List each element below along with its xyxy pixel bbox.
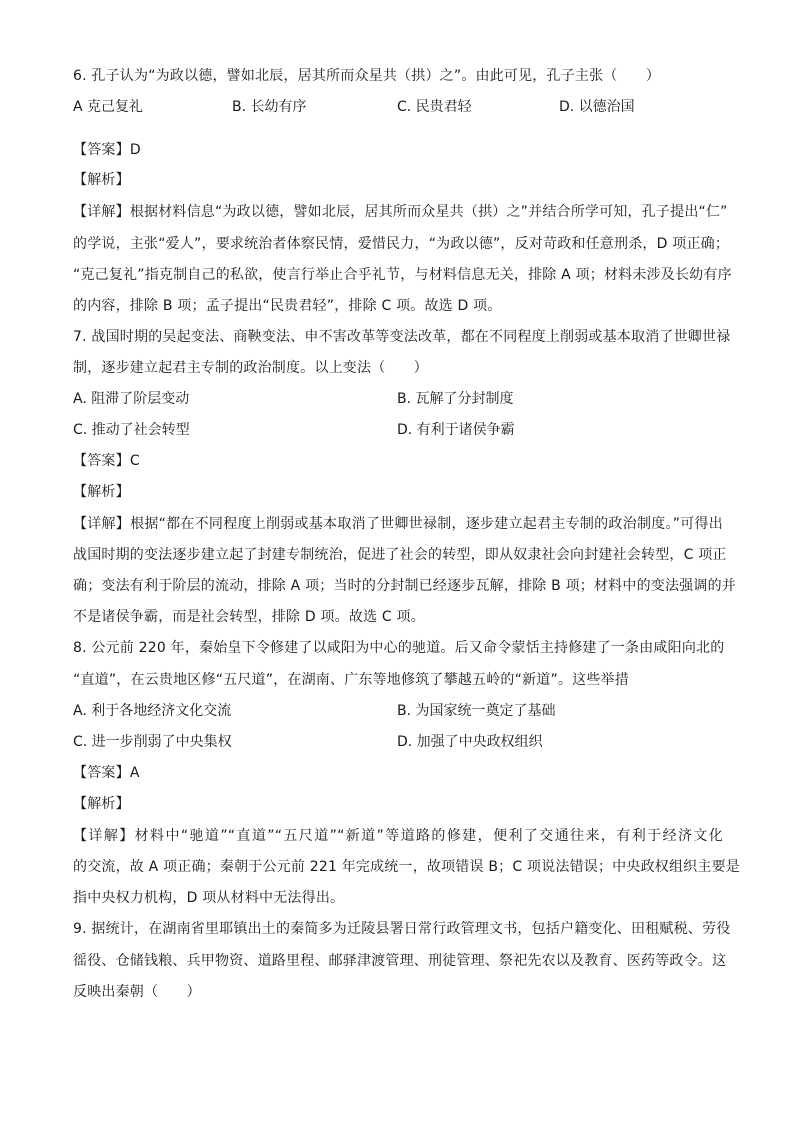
answer-value: C [129,453,140,469]
q8-detail-line-1 [73,826,723,846]
q8-option-d: D. 加强了中央政权组织 [397,734,543,750]
q6-analysis-tag: 【解析】 [73,172,130,188]
detail-text: 材料中“驰道”“直道”“五尺道”“新道”等道路的修建，便利了交通往来，有利于经济文化 [134,828,723,844]
q7-option-d: D. 有利于诸侯争霸 [397,422,515,438]
q7-answer [73,451,140,471]
q8-option-c: C. 进一步削弱了中央集权 [73,734,232,750]
q8-detail-line-2: 的交流，故 A 项正确；秦朝于公元前 221 年完成统一，故项错误 B；C 项说法错误；中央政权组织主要是 [73,859,740,875]
q9-stem-line-1: 9. 据统计，在湖南省里耶镇出土的秦简多为迁陵县署日常行政管理文书，包括户籍变化、田租赋税、劳役 [73,921,731,937]
q8-stem-line-1: 8. 公元前 220 年，秦始皇下令修建了以咸阳为中心的驰道。后又命令蒙恬主持修建了一条由咸阳向北的 [73,640,725,656]
q8-option-b: B. 为国家统一奠定了基础 [397,703,556,719]
q8-stem-line-2: “直道”，在云贵地区修“五尺道”，在湖南、广东等地修筑了攀越五岭的“新道”。这些举措 [73,672,629,688]
q7-detail-line-2: 战国时期的变法逐步建立起了封建专制统治，促进了社会的转型，即从奴隶社会向封建社会转型，C 项正 [73,547,727,563]
q6-detail-line-1 [73,202,728,222]
q7-detail-line-4: 不是诸侯争霸，而是社会转型，排除 D 项。故选 C 项。 [73,609,425,625]
detail-tag: 【详解】 [73,204,130,220]
q6-detail-line-3: “克己复礼”指克制自己的私欲，使言行举止合乎礼节，与材料信息无关，排除 A 项；材料未涉及长幼有序 [73,267,732,283]
answer-tag: 【答案】 [73,765,130,781]
q6-option-c: C. 民贵君轻 [397,99,472,115]
q9-stem-line-2: 徭役、仓储钱粮、兵甲物资、道路里程、邮驿津渡管理、刑徒管理、祭祀先农以及教育、医药等政令。这 [73,953,727,969]
detail-text: 根据材料信息“为政以德，譬如北辰，居其所而众星共（拱）之”并结合所学可知，孔子提出“仁” [129,204,728,220]
q8-analysis-tag: 【解析】 [73,796,130,812]
q7-detail-line-3: 确；变法有利于阶层的流动，排除 A 项；当时的分封制已经逐步瓦解，排除 B 项；材料中的变法强调的并 [73,578,736,594]
q8-option-a: A. 利于各地经济文化交流 [73,703,232,719]
q8-detail-line-3: 指中央权力机构，D 项从材料中无法得出。 [73,890,345,906]
q6-option-b: B. 长幼有序 [232,99,307,115]
q6-option-a: A 克己复礼 [73,99,144,115]
q9-stem-line-3: 反映出秦朝（ ） [73,984,201,1000]
q6-detail-line-2: 的学说，主张“爱人”，要求统治者体察民情，爱惜民力，“为政以德”，反对苛政和任意刑杀，D 项正确； [73,236,730,252]
answer-tag: 【答案】 [73,142,130,158]
q7-option-b: B. 瓦解了分封制度 [397,391,514,407]
detail-tag: 【详解】 [73,516,131,532]
q7-stem-line-2: 制，逐步建立起君主专制的政治制度。以上变法（ ） [73,360,428,376]
detail-tag: 【详解】 [73,828,135,844]
q7-option-a: A. 阻滞了阶层变动 [73,391,190,407]
answer-value: A [129,765,140,781]
q7-option-c: C. 推动了社会转型 [73,422,190,438]
q7-detail-line-1 [73,514,723,534]
q6-detail-line-4: 的内容，排除 B 项；孟子提出“民贵君轻”，排除 C 项。故选 D 项。 [73,298,502,314]
q7-stem-line-1: 7. 战国时期的吴起变法、商鞅变法、申不害改革等变法改革，都在不同程度上削弱或基本取消了世卿世禄 [73,329,731,345]
q6-option-d: D. 以德治国 [559,99,635,115]
q8-answer [73,763,140,783]
detail-text: 根据“都在不同程度上削弱或基本取消了世卿世禄制，逐步建立起君主专制的政治制度。”可得出 [130,516,723,532]
answer-tag: 【答案】 [73,453,130,469]
q6-stem: 6. 孔子认为“为政以德，譬如北辰，居其所而众星共（拱）之”。由此可见，孔子主张（ ） [73,68,661,84]
q7-analysis-tag: 【解析】 [73,484,130,500]
answer-value: D [129,142,141,158]
q6-answer [73,140,141,160]
